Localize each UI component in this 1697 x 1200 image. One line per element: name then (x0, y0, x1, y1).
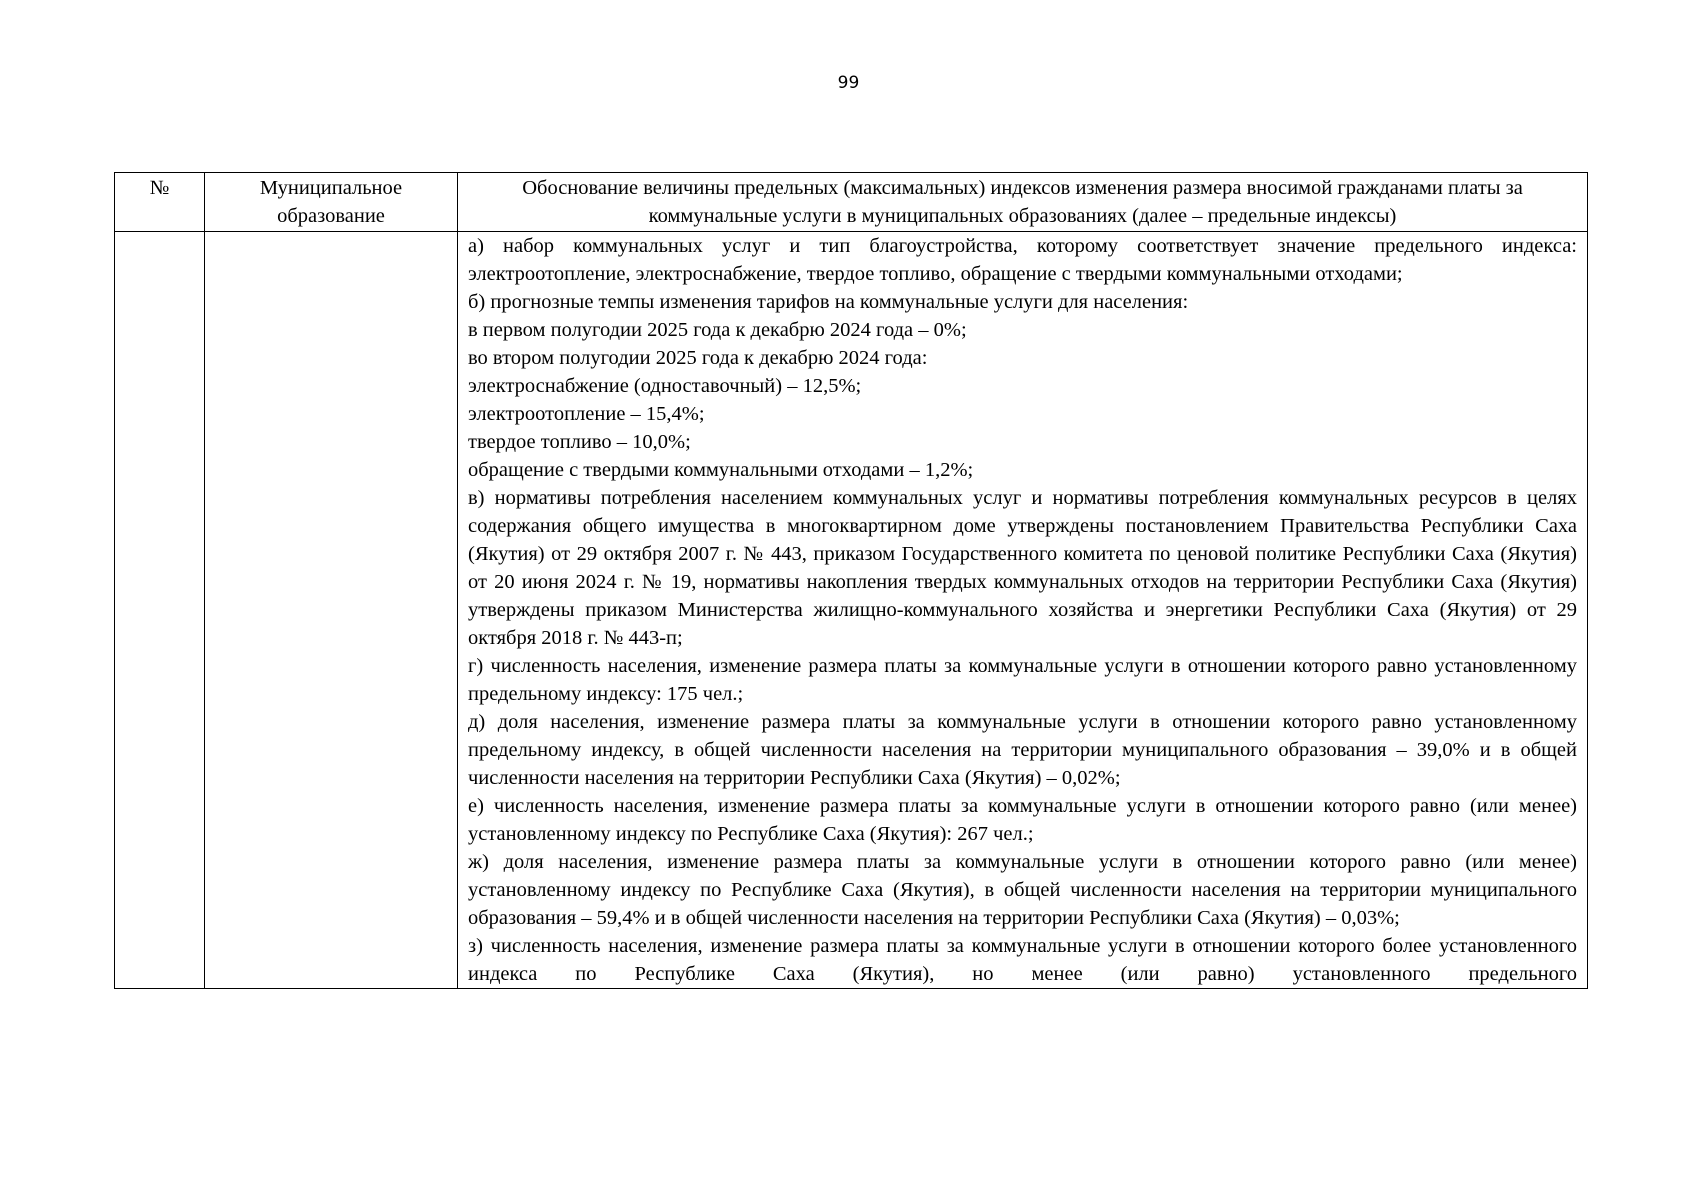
header-number: № (115, 173, 205, 232)
page-number: 99 (837, 73, 860, 93)
paragraph-b-solid-fuel: твердое топливо – 10,0%; (468, 431, 691, 453)
table-header-row (115, 173, 1588, 232)
paragraph-z: з) численность населения, изменение размера платы за коммунальные услуги в отношении которого более установленного индекса по Республике Саха (Якутия), но менее (или равно) установленного предельного (468, 935, 1577, 985)
paragraph-v: в) нормативы потребления населением коммунальных услуг и нормативы потребления коммунальных ресурсов в целях содержания общего имущества в многоквартирном доме утверждены постановлением Правительства Республики Саха (Якутия) от 29 октября 2007 г. № 443, приказом Государственного комитета по ценовой политике Республики Саха (Якутия) от 20 июня 2024 г. № 19, нормативы накопления твердых коммунальных отходов на территории Республики Саха (Якутия) утверждены приказом Министерства жилищно-коммунального хозяйства и энергетики Республики Саха (Якутия) от 29 октября 2018 г. № 443-п; (468, 487, 1577, 649)
cell-justification (458, 232, 1588, 989)
paragraph-b-electric-heating: электроотопление – 15,4%; (468, 403, 705, 425)
paragraph-a: а) набор коммунальных услуг и тип благоустройства, которому соответствует значение предельного индекса: электроотопление, электроснабжение, твердое топливо, обращение с твердыми коммунальными отходами; (468, 235, 1577, 285)
paragraph-g: г) численность населения, изменение размера платы за коммунальные услуги в отношении которого равно установленному предельному индексу: 175 чел.; (468, 655, 1577, 705)
justification-table (114, 172, 1588, 989)
cell-municipality (205, 232, 458, 989)
paragraph-b-first-half: в первом полугодии 2025 года к декабрю 2024 года – 0%; (468, 319, 967, 341)
paragraph-b-electricity: электроснабжение (одноставочный) – 12,5%; (468, 375, 862, 397)
cell-number (115, 232, 205, 989)
paragraph-d: д) доля населения, изменение размера платы за коммунальные услуги в отношении которого равно установленному предельному индексу, в общей численности населения на территории муниципального образования – 39,0% и в общей численности населения на территории Республики Саха (Якутия) – 0,02%; (468, 711, 1577, 789)
paragraph-b-second-half: во втором полугодии 2025 года к декабрю 2024 года: (468, 347, 928, 369)
paragraph-b-waste: обращение с твердыми коммунальными отходами – 1,2%; (468, 459, 974, 481)
paragraph-b: б) прогнозные темпы изменения тарифов на коммунальные услуги для населения: (468, 291, 1189, 313)
header-justification: Обоснование величины предельных (максимальных) индексов изменения размера вносимой гражданами платы за коммунальные услуги в муниципальных образованиях (далее – предельные индексы) (458, 173, 1588, 232)
table-row (115, 232, 1588, 989)
paragraph-e: е) численность населения, изменение размера платы за коммунальные услуги в отношении которого равно (или менее) установленному индексу по Республике Саха (Якутия): 267 чел.; (468, 795, 1577, 845)
paragraph-zh: ж) доля населения, изменение размера платы за коммунальные услуги в отношении которого равно (или менее) установленному индексу по Республике Саха (Якутия), в общей численности населения на территории муниципального образования – 59,4% и в общей численности населения на территории Республики Саха (Якутия) – 0,03%; (468, 851, 1577, 929)
header-municipality: Муниципальное образование (205, 173, 458, 232)
